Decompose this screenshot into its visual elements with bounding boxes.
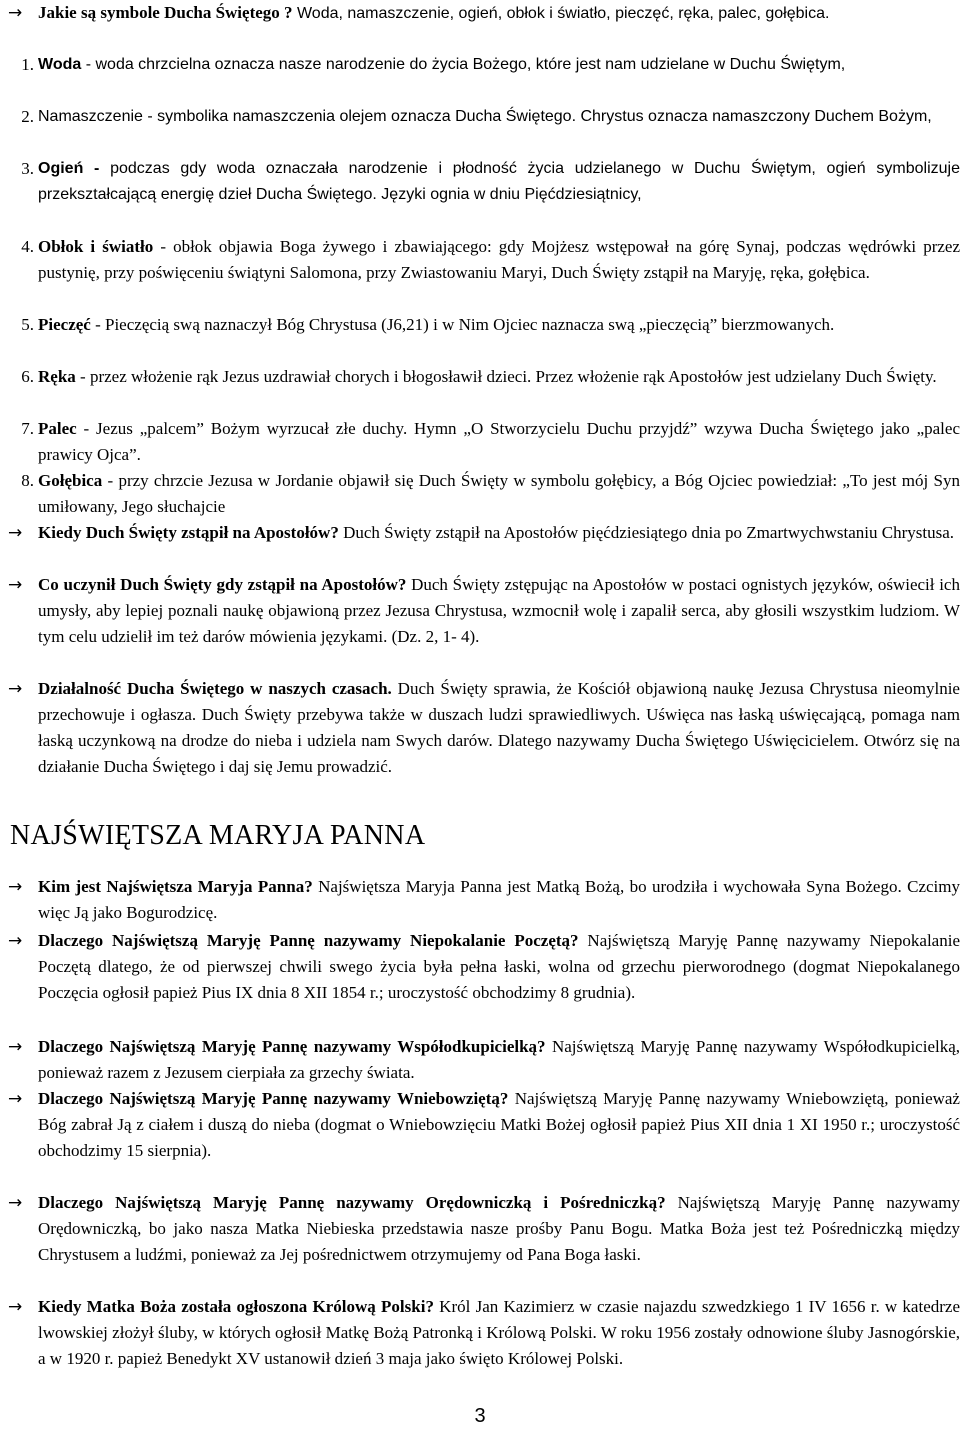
item-text	[38, 364, 960, 390]
item-term: Palec	[38, 419, 77, 438]
qa-item	[8, 1086, 960, 1164]
qa-question: Kiedy Duch Święty zstąpił na Apostołów?	[38, 523, 339, 542]
item-term: Pieczęć	[38, 315, 91, 334]
qa-answer: Duch Święty zstępując na Apostołów w postaci ognistych języków, oświecił ich umysły, aby lepiej poznali naukę objawioną przez Jezusa Chrystusa, wzmocnił wolę i zapalił serca, aby głosili wszystkim ludziom. W tym celu udzielił im też darów mówienia językami. (Dz. 2, 1- 4).	[38, 575, 960, 646]
item-desc: - Jezus „palcem” Bożym wyrzucał złe duchy. Hymn „O Stworzycielu Duchu przyjdź” wzywa Ducha Świętego jako „palec prawicy Ojca”.	[38, 419, 960, 464]
qa-answer: Najświętszą Maryję Pannę nazywamy Orędowniczką, bo jako nasza Matka Niebieska przedstawia nasze prośby Panu Bogu. Matka Boża jest też Pośredniczką między Chrystusem a ludźmi, ponieważ za Jej pośrednictwem otrzymujemy od Pana Boga łaski.	[38, 1193, 960, 1264]
qa-answer: Król Jan Kazimierz w czasie najazdu szwedzkiego 1 IV 1656 r. w katedrze lwowskiej złożył śluby, w których ogłosił Matkę Bożą Patronką i Królową Polski. W roku 1956 zostały odnowione śluby Jasnogórskie, a w 1920 r. papież Benedykt XV ustanowił dzień 3 maja jako święto Królowej Polski.	[38, 1297, 960, 1368]
intro-text	[38, 0, 960, 27]
qa-question: Dlaczego Najświętszą Maryję Pannę nazywamy Orędowniczką i Pośredniczką?	[38, 1193, 666, 1212]
qa-question: Dlaczego Najświętszą Maryję Pannę nazywamy Niepokalanie Poczętą?	[38, 931, 579, 950]
qa-answer: Najświętszą Maryję Pannę nazywamy Niepokalanie Poczętą dlatego, że od pierwszej chwili swego życia była pełna łaski, wolna od grzechu pierworodnego (dogmat Niepokalanego Poczęcia ogłosił papież Pius IX dnia 8 XII 1854 r.; uroczystość obchodzimy 8 grudnia).	[38, 931, 960, 1002]
qa-item	[8, 520, 960, 546]
qa-item	[8, 572, 960, 650]
qa-item	[8, 874, 960, 926]
list-item	[8, 416, 960, 468]
qa-text	[38, 874, 960, 926]
qa-answer: Najświętszą Maryję Pannę nazywamy Współodkupicielką, ponieważ razem z Jezusem cierpiała za grzechy świata.	[38, 1037, 960, 1082]
qa-question: Co uczynił Duch Święty gdy zstąpił na Apostołów?	[38, 575, 407, 594]
qa-answer: Duch Święty sprawia, że Kościół objawioną naukę Jezusa Chrystusa nieomylnie przechowuje i ogłasza. Duch Święty przebywa także w duszach ludzi sprawiedliwych. Uświęca nas łaską uświęcającą, pomaga nam łaską uczynkową na drodze do nieba i udziela nam Swych darów. Dlatego nazywamy Ducha Świętego Uświęcicielem. Otwórz się na działanie Ducha Świętego i daj się Jemu prowadzić.	[38, 679, 960, 776]
item-desc: - przy chrzcie Jezusa w Jordanie objawił się Duch Święty w symbolu gołębicy, a Bóg Ojciec powiedział: „To jest mój Syn umiłowany, Jego słuchajcie	[38, 471, 960, 516]
item-text	[38, 156, 960, 208]
arrow-icon: →	[8, 679, 23, 699]
qa-item	[8, 928, 960, 1006]
item-text	[38, 416, 960, 468]
item-number: 8.	[21, 471, 34, 490]
list-item	[8, 234, 960, 286]
list-item	[8, 104, 960, 130]
item-number: 2.	[21, 107, 34, 126]
list-item	[8, 364, 960, 390]
item-desc: - Pieczęcią swą naznaczył Bóg Chrystusa (J6,21) i w Nim Ojciec naznacza swą „pieczęcią” bierzmowanych.	[90, 315, 835, 334]
list-item	[8, 52, 960, 78]
arrow-icon: →	[8, 1037, 23, 1057]
qa-text	[38, 1190, 960, 1268]
item-desc: podczas gdy woda oznaczała narodzenie i płodność życia udzielanego w Duchu Świętym, ogień symbolizuje przekształcającą energię dzieł Ducha Świętego. Języki ognia w dniu Pięćdziesiątnicy,	[38, 160, 960, 203]
arrow-icon: →	[8, 877, 23, 897]
intro-answer: Woda, namaszczenie, ogień, obłok i światło, pieczęć, ręka, palec, gołębica.	[292, 5, 830, 22]
page-number: 3	[474, 1405, 486, 1427]
qa-question: Działalność Ducha Świętego w naszych czasach.	[38, 679, 392, 698]
list-item	[8, 312, 960, 338]
arrow-icon: →	[8, 931, 23, 951]
item-term: Obłok i światło	[38, 237, 154, 256]
item-text	[38, 52, 960, 78]
item-term: Ogień -	[38, 160, 100, 177]
qa-answer: Duch Święty zstąpił na Apostołów pięćdziesiątego dnia po Zmartwychwstaniu Chrystusa.	[338, 523, 955, 542]
qa-text	[38, 1034, 960, 1086]
arrow-icon: →	[8, 1193, 23, 1213]
qa-item	[8, 1294, 960, 1372]
qa-answer: Najświętszą Maryję Pannę nazywamy Wniebowziętą, ponieważ Bóg zabrał Ją z ciałem i duszą do nieba (dogmat o Wniebowzięciu Matki Bożej ogłosił papież Pius XII dnia 1 XI 1950 r.; uroczystość obchodzimy 15 sierpnia).	[38, 1089, 960, 1160]
item-term: Gołębica	[38, 471, 103, 490]
item-text	[38, 312, 960, 338]
item-number: 1.	[21, 55, 34, 74]
item-number: 3.	[21, 159, 34, 178]
qa-question: Kiedy Matka Boża została ogłoszona Królową Polski?	[38, 1297, 434, 1316]
item-number: 5.	[21, 315, 34, 334]
intro-bullet	[8, 0, 960, 27]
intro-question: Jakie są symbole Ducha Świętego ?	[38, 3, 293, 22]
qa-text	[38, 928, 960, 1006]
arrow-icon: →	[8, 1297, 23, 1317]
qa-text	[38, 1294, 960, 1372]
item-desc: - przez włożenie rąk Jezus uzdrawiał chorych i błogosławił dzieci. Przez włożenie rąk Apostołów jest udzielany Duch Święty.	[75, 367, 937, 386]
item-number: 4.	[21, 237, 34, 256]
item-text	[38, 234, 960, 286]
item-desc: Namaszczenie - symbolika namaszczenia olejem oznacza Ducha Świętego. Chrystus oznacza namaszczony Duchem Bożym,	[38, 108, 932, 125]
qa-text	[38, 1086, 960, 1164]
item-desc: - obłok objawia Boga żywego i zbawiającego: gdy Mojżesz wstępował na górę Synaj, podczas wędrówki przez pustynię, przy poświęceniu świątyni Salomona, przy Zwiastowaniu Maryi, Duch Święty zstąpił na Maryję, ręka, gołębica.	[38, 237, 960, 282]
item-text	[38, 468, 960, 520]
list-item	[8, 468, 960, 520]
item-term: Woda	[38, 56, 82, 73]
section-heading: NAJŚWIĘTSZA MARYJA PANNA	[10, 820, 426, 851]
qa-text	[38, 676, 960, 780]
qa-question: Kim jest Najświętsza Maryja Panna?	[38, 877, 313, 896]
qa-item	[8, 1034, 960, 1086]
item-number: 7.	[21, 419, 34, 438]
arrow-icon: →	[8, 1089, 23, 1109]
qa-item	[8, 1190, 960, 1268]
list-item	[8, 156, 960, 208]
arrow-icon: →	[8, 523, 23, 543]
qa-text	[38, 572, 960, 650]
arrow-icon: →	[8, 3, 23, 23]
item-number: 6.	[21, 367, 34, 386]
qa-item	[8, 676, 960, 780]
qa-text	[38, 520, 960, 546]
item-term: Ręka	[38, 367, 76, 386]
arrow-icon: →	[8, 575, 23, 595]
item-text	[38, 104, 960, 130]
qa-answer: Najświętsza Maryja Panna jest Matką Bożą, bo urodziła i wychowała Syna Bożego. Czcimy więc Ją jako Bogurodzicę.	[38, 877, 960, 922]
qa-question: Dlaczego Najświętszą Maryję Pannę nazywamy Wniebowziętą?	[38, 1089, 509, 1108]
item-desc: - woda chrzcielna oznacza nasze narodzenie do życia Bożego, które jest nam udzielane w Duchu Świętym,	[81, 56, 846, 73]
qa-question: Dlaczego Najświętszą Maryję Pannę nazywamy Współodkupicielką?	[38, 1037, 546, 1056]
